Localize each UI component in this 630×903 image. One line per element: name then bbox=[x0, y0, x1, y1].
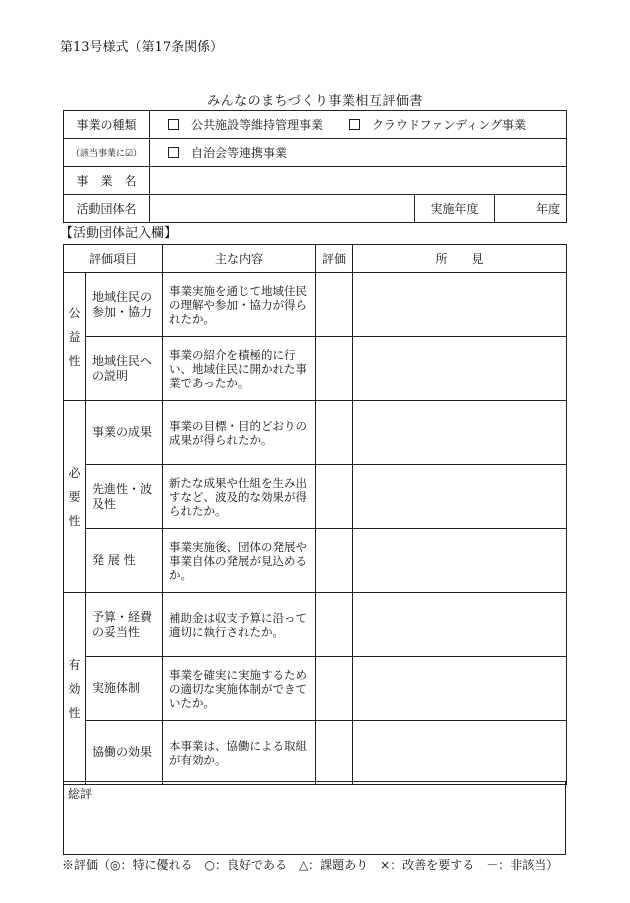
eval-content: 事業実施を通じて地域住民の理解や参加・協力が得られたか。 bbox=[163, 273, 316, 337]
header-eval-item: 評価項目 bbox=[64, 245, 163, 273]
category-public-interest: 公 益 性 bbox=[64, 273, 86, 401]
eval-content: 本事業は、協働による取組が有効か。 bbox=[163, 721, 316, 785]
eval-item: 発 展 性 bbox=[86, 529, 163, 593]
checkbox-icon[interactable] bbox=[349, 119, 360, 130]
findings-cell[interactable] bbox=[353, 593, 567, 657]
rating-cell[interactable] bbox=[316, 273, 353, 337]
category-effectiveness: 有 効 性 bbox=[64, 593, 86, 785]
rating-cell[interactable] bbox=[316, 657, 353, 721]
eval-content: 事業を確実に実施するための適切な実施体制ができていたか。 bbox=[163, 657, 316, 721]
eval-content: 事業実施後、団体の発展や事業自体の発展が見込めるか。 bbox=[163, 529, 316, 593]
header-findings: 所 見 bbox=[353, 245, 567, 273]
header-rating: 評価 bbox=[316, 245, 353, 273]
rating-cell[interactable] bbox=[316, 401, 353, 465]
header-table bbox=[63, 110, 567, 223]
year-label: 実施年度 bbox=[415, 195, 495, 223]
eval-content: 補助金は収支予算に沿って適切に執行されたか。 bbox=[163, 593, 316, 657]
rating-cell[interactable] bbox=[316, 593, 353, 657]
findings-cell[interactable] bbox=[353, 657, 567, 721]
findings-cell[interactable] bbox=[353, 465, 567, 529]
year-field[interactable] bbox=[495, 195, 567, 223]
year-unit: 年度 bbox=[535, 202, 560, 216]
rating-cell[interactable] bbox=[316, 721, 353, 785]
project-name-field[interactable] bbox=[150, 167, 567, 195]
type-label: 事業の種類 bbox=[64, 111, 150, 139]
org-name-field[interactable] bbox=[150, 195, 415, 223]
org-name-label: 活動団体名 bbox=[64, 195, 150, 223]
summary-field[interactable] bbox=[64, 782, 566, 855]
option-community-partnership[interactable]: 自治会等連携事業 bbox=[168, 144, 287, 161]
section-heading: 【活動団体記入欄】 bbox=[60, 226, 178, 241]
eval-item: 実施体制 bbox=[86, 657, 163, 721]
eval-item: 地域住民への説明 bbox=[86, 337, 163, 401]
findings-cell[interactable] bbox=[353, 337, 567, 401]
summary-label: 総評 bbox=[68, 787, 93, 801]
header-content: 主な内容 bbox=[163, 245, 316, 273]
eval-item: 地域住民の参加・協力 bbox=[86, 273, 163, 337]
eval-content: 新たな成果や仕組を生み出すなど、波及的な効果が得られたか。 bbox=[163, 465, 316, 529]
rating-cell[interactable] bbox=[316, 465, 353, 529]
eval-item: 先進性・波及性 bbox=[86, 465, 163, 529]
findings-cell[interactable] bbox=[353, 529, 567, 593]
page-title: みんなのまちづくり事業相互評価書 bbox=[207, 94, 423, 109]
findings-cell[interactable] bbox=[353, 273, 567, 337]
type-options-2 bbox=[150, 139, 567, 167]
findings-cell[interactable] bbox=[353, 721, 567, 785]
eval-item: 協働の効果 bbox=[86, 721, 163, 785]
rating-legend: ※評価（◎：特に優れる ○：良好である △：課題あり ×：改善を要する －：非該当） bbox=[62, 858, 559, 872]
rating-cell[interactable] bbox=[316, 529, 353, 593]
option-public-facility[interactable]: 公共施設等維持管理事業 bbox=[168, 116, 323, 133]
type-note: （該当事業に☑） bbox=[64, 139, 150, 167]
eval-content: 事業の目標・目的どおりの成果が得られたか。 bbox=[163, 401, 316, 465]
eval-item: 事業の成果 bbox=[86, 401, 163, 465]
option-crowdfunding[interactable]: クラウドファンディング事業 bbox=[349, 116, 526, 133]
evaluation-table bbox=[63, 244, 567, 785]
form-number: 第13号様式（第17条関係） bbox=[60, 40, 224, 55]
checkbox-icon[interactable] bbox=[168, 147, 179, 158]
checkbox-icon[interactable] bbox=[168, 119, 179, 130]
rating-cell[interactable] bbox=[316, 337, 353, 401]
type-options bbox=[150, 111, 567, 139]
findings-cell[interactable] bbox=[353, 401, 567, 465]
project-name-label: 事業名 bbox=[64, 167, 150, 195]
eval-content: 事業の紹介を積極的に行い、地域住民に開かれた事業であったか。 bbox=[163, 337, 316, 401]
summary-table bbox=[63, 781, 566, 855]
eval-item: 予算・経費の妥当性 bbox=[86, 593, 163, 657]
category-necessity: 必 要 性 bbox=[64, 401, 86, 593]
